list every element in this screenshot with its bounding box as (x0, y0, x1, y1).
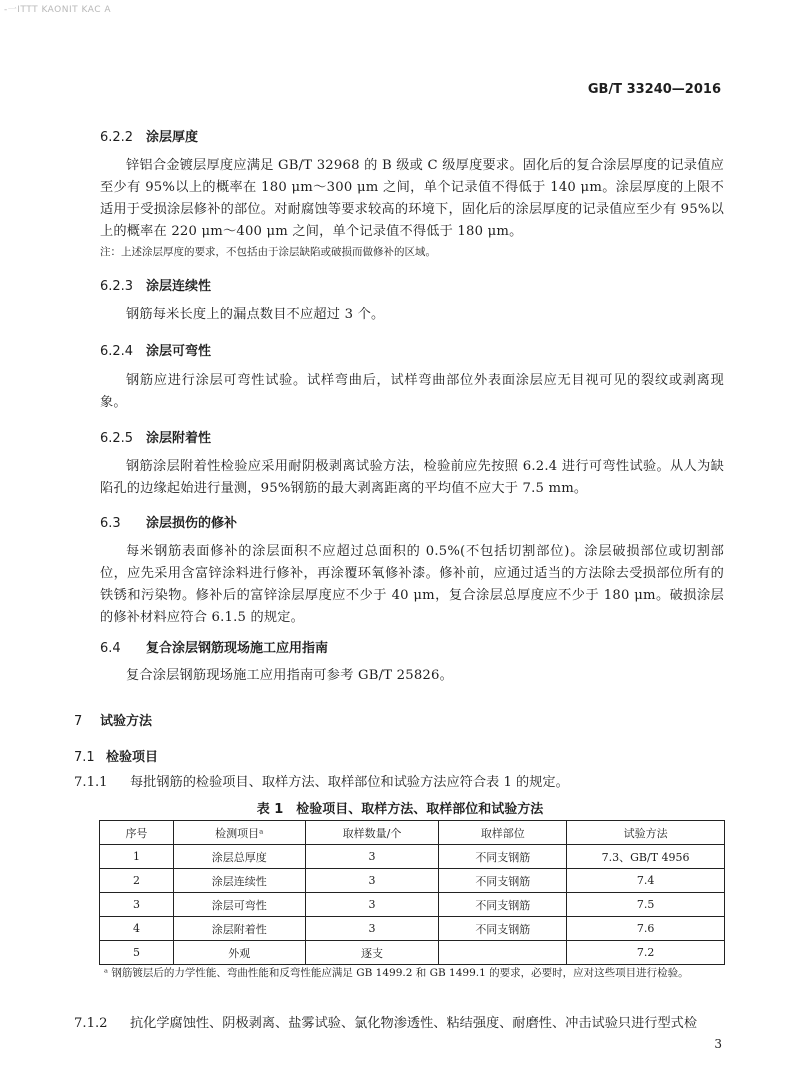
section-number: 6.2.2 (100, 130, 134, 145)
section-number: 6.4 (100, 641, 121, 656)
clause-text: 每批钢筋的检验项目、取样方法、取样部位和试验方法应符合表 1 的规定。 (130, 775, 569, 790)
paragraph-coating-thickness: 锌铝合金镀层厚度应满足 GB/T 32968 的 B 级或 C 级厚度要求。固化后的复合涂层厚度的记录值应至少有 95%以上的概率在 180 μm～300 μm 之间，单个记录值不得低于 140 μm。涂层厚度的上限不适用于受损涂层修补的部位。对耐腐蚀等要求较高的环境下，固化后的涂层厚度的记录值应至少有 95%以上的概率在 220 μm～400 μm 之间，单个记录值不得低于 180 μm。 (100, 158, 724, 239)
table-header-row (100, 821, 725, 845)
table-row (100, 845, 725, 869)
paragraph-site-guide: 复合涂层钢筋现场施工应用指南可参考 GB/T 25826。 (126, 668, 453, 683)
section-heading-6-2-5 (100, 427, 211, 446)
table-row (100, 917, 725, 941)
section-number: 6.2.4 (100, 344, 134, 359)
table-cell: 不同支钢筋 (439, 893, 567, 917)
table-cell: 5 (100, 941, 174, 965)
section-heading-6-3 (100, 512, 237, 531)
table-cell: 7.6 (567, 917, 725, 941)
paragraph-coating-continuity: 钢筋每米长度上的漏点数目不应超过 3 个。 (126, 307, 385, 322)
chapter-heading-7 (74, 710, 152, 729)
clause-text: 抗化学腐蚀性、阴极剥离、盐雾试验、氯化物渗透性、粘结强度、耐磨性、冲击试验只进行型式检 (130, 1016, 698, 1031)
table-header-cell: 取样部位 (439, 821, 567, 845)
clause-7-1-1 (74, 772, 726, 794)
table-cell: 外观 (173, 941, 305, 965)
table-row (100, 941, 725, 965)
table-cell (439, 941, 567, 965)
section-heading-6-2-4 (100, 340, 211, 359)
section-title: 涂层损伤的修补 (146, 516, 238, 531)
table-cell: 3 (305, 869, 439, 893)
section-title: 涂层厚度 (146, 130, 199, 145)
section-number: 6.2.3 (100, 279, 134, 294)
note-coating-thickness: 注：上述涂层厚度的要求，不包括由于涂层缺陷或破损而做修补的区域。 (100, 246, 436, 258)
clause-number: 7.1.2 (74, 1016, 108, 1031)
section-title: 涂层连续性 (146, 279, 212, 294)
table-header-cell: 检测项目ᵃ (173, 821, 305, 845)
section-heading-6-2-2 (100, 126, 198, 145)
section-number: 6.3 (100, 516, 121, 531)
section-title: 检验项目 (106, 750, 159, 765)
standard-code: GB/T 33240—2016 (587, 82, 721, 97)
table-row (100, 869, 725, 893)
watermark-text: -一ITTT KAONIT KAC A (4, 5, 112, 15)
table-cell: 4 (100, 917, 174, 941)
table-cell: 1 (100, 845, 174, 869)
table-cell: 3 (100, 893, 174, 917)
table-cell: 3 (305, 845, 439, 869)
table-cell: 不同支钢筋 (439, 869, 567, 893)
table-cell: 不同支钢筋 (439, 917, 567, 941)
table-cell: 涂层连续性 (173, 869, 305, 893)
paragraph-coating-bendability: 钢筋应进行涂层可弯性试验。试样弯曲后，试样弯曲部位外表面涂层应无目视可见的裂纹或剥离现象。 (100, 373, 724, 410)
clause-number: 7.1.1 (74, 775, 108, 790)
section-heading-6-4 (100, 637, 328, 656)
table-cell: 3 (305, 893, 439, 917)
table-row (100, 893, 725, 917)
table-cell: 3 (305, 917, 439, 941)
table-header-cell: 取样数量/个 (305, 821, 439, 845)
table-footnote: ᵃ 钢筋镀层后的力学性能、弯曲性能和反弯性能应满足 GB 1499.2 和 GB 1499.1 的要求，必要时，应对这些项目进行检验。 (104, 967, 689, 979)
table-cell: 2 (100, 869, 174, 893)
table-caption: 表 1 检验项目、取样方法、取样部位和试验方法 (256, 802, 544, 817)
table-cell: 不同支钢筋 (439, 845, 567, 869)
table-header-cell: 序号 (100, 821, 174, 845)
section-number: 6.2.5 (100, 431, 134, 446)
section-title: 涂层附着性 (146, 431, 212, 446)
paragraph-coating-repair: 每米钢筋表面修补的涂层面积不应超过总面积的 0.5%(不包括切割部位)。涂层破损部位或切割部位，应先采用含富锌涂料进行修补，再涂覆环氧修补漆。修补前，应通过适当的方法除去受损部位所有的铁锈和污染物。修补后的富锌涂层厚度应不少于 40 μm，复合涂层总厚度应不少于 180 μm。破损涂层的修补材料应符合 6.1.5 的规定。 (100, 544, 724, 625)
section-title: 复合涂层钢筋现场施工应用指南 (146, 641, 329, 656)
section-number: 7.1 (74, 750, 95, 765)
table-cell: 7.3、GB/T 4956 (567, 845, 725, 869)
table-cell: 涂层总厚度 (173, 845, 305, 869)
table-cell: 涂层可弯性 (173, 893, 305, 917)
chapter-number: 7 (74, 714, 83, 729)
clause-7-1-2 (74, 1013, 726, 1035)
inspection-table (99, 820, 725, 965)
paragraph-coating-adhesion: 钢筋涂层附着性检验应采用耐阴极剥离试验方法，检验前应先按照 6.2.4 进行可弯性试验。从人为缺陷孔的边缘起始进行量测，95%钢筋的最大剥离距离的平均值不应大于 7.5 mm。 (100, 459, 724, 496)
section-title: 涂层可弯性 (146, 344, 212, 359)
table-cell: 7.2 (567, 941, 725, 965)
section-heading-6-2-3 (100, 275, 211, 294)
table-cell: 7.5 (567, 893, 725, 917)
table-cell: 涂层附着性 (173, 917, 305, 941)
table-cell: 7.4 (567, 869, 725, 893)
table-header-cell: 试验方法 (567, 821, 725, 845)
section-heading-7-1 (74, 746, 158, 765)
table-cell: 逐支 (305, 941, 439, 965)
chapter-title: 试验方法 (100, 714, 153, 729)
page-number: 3 (714, 1037, 722, 1051)
